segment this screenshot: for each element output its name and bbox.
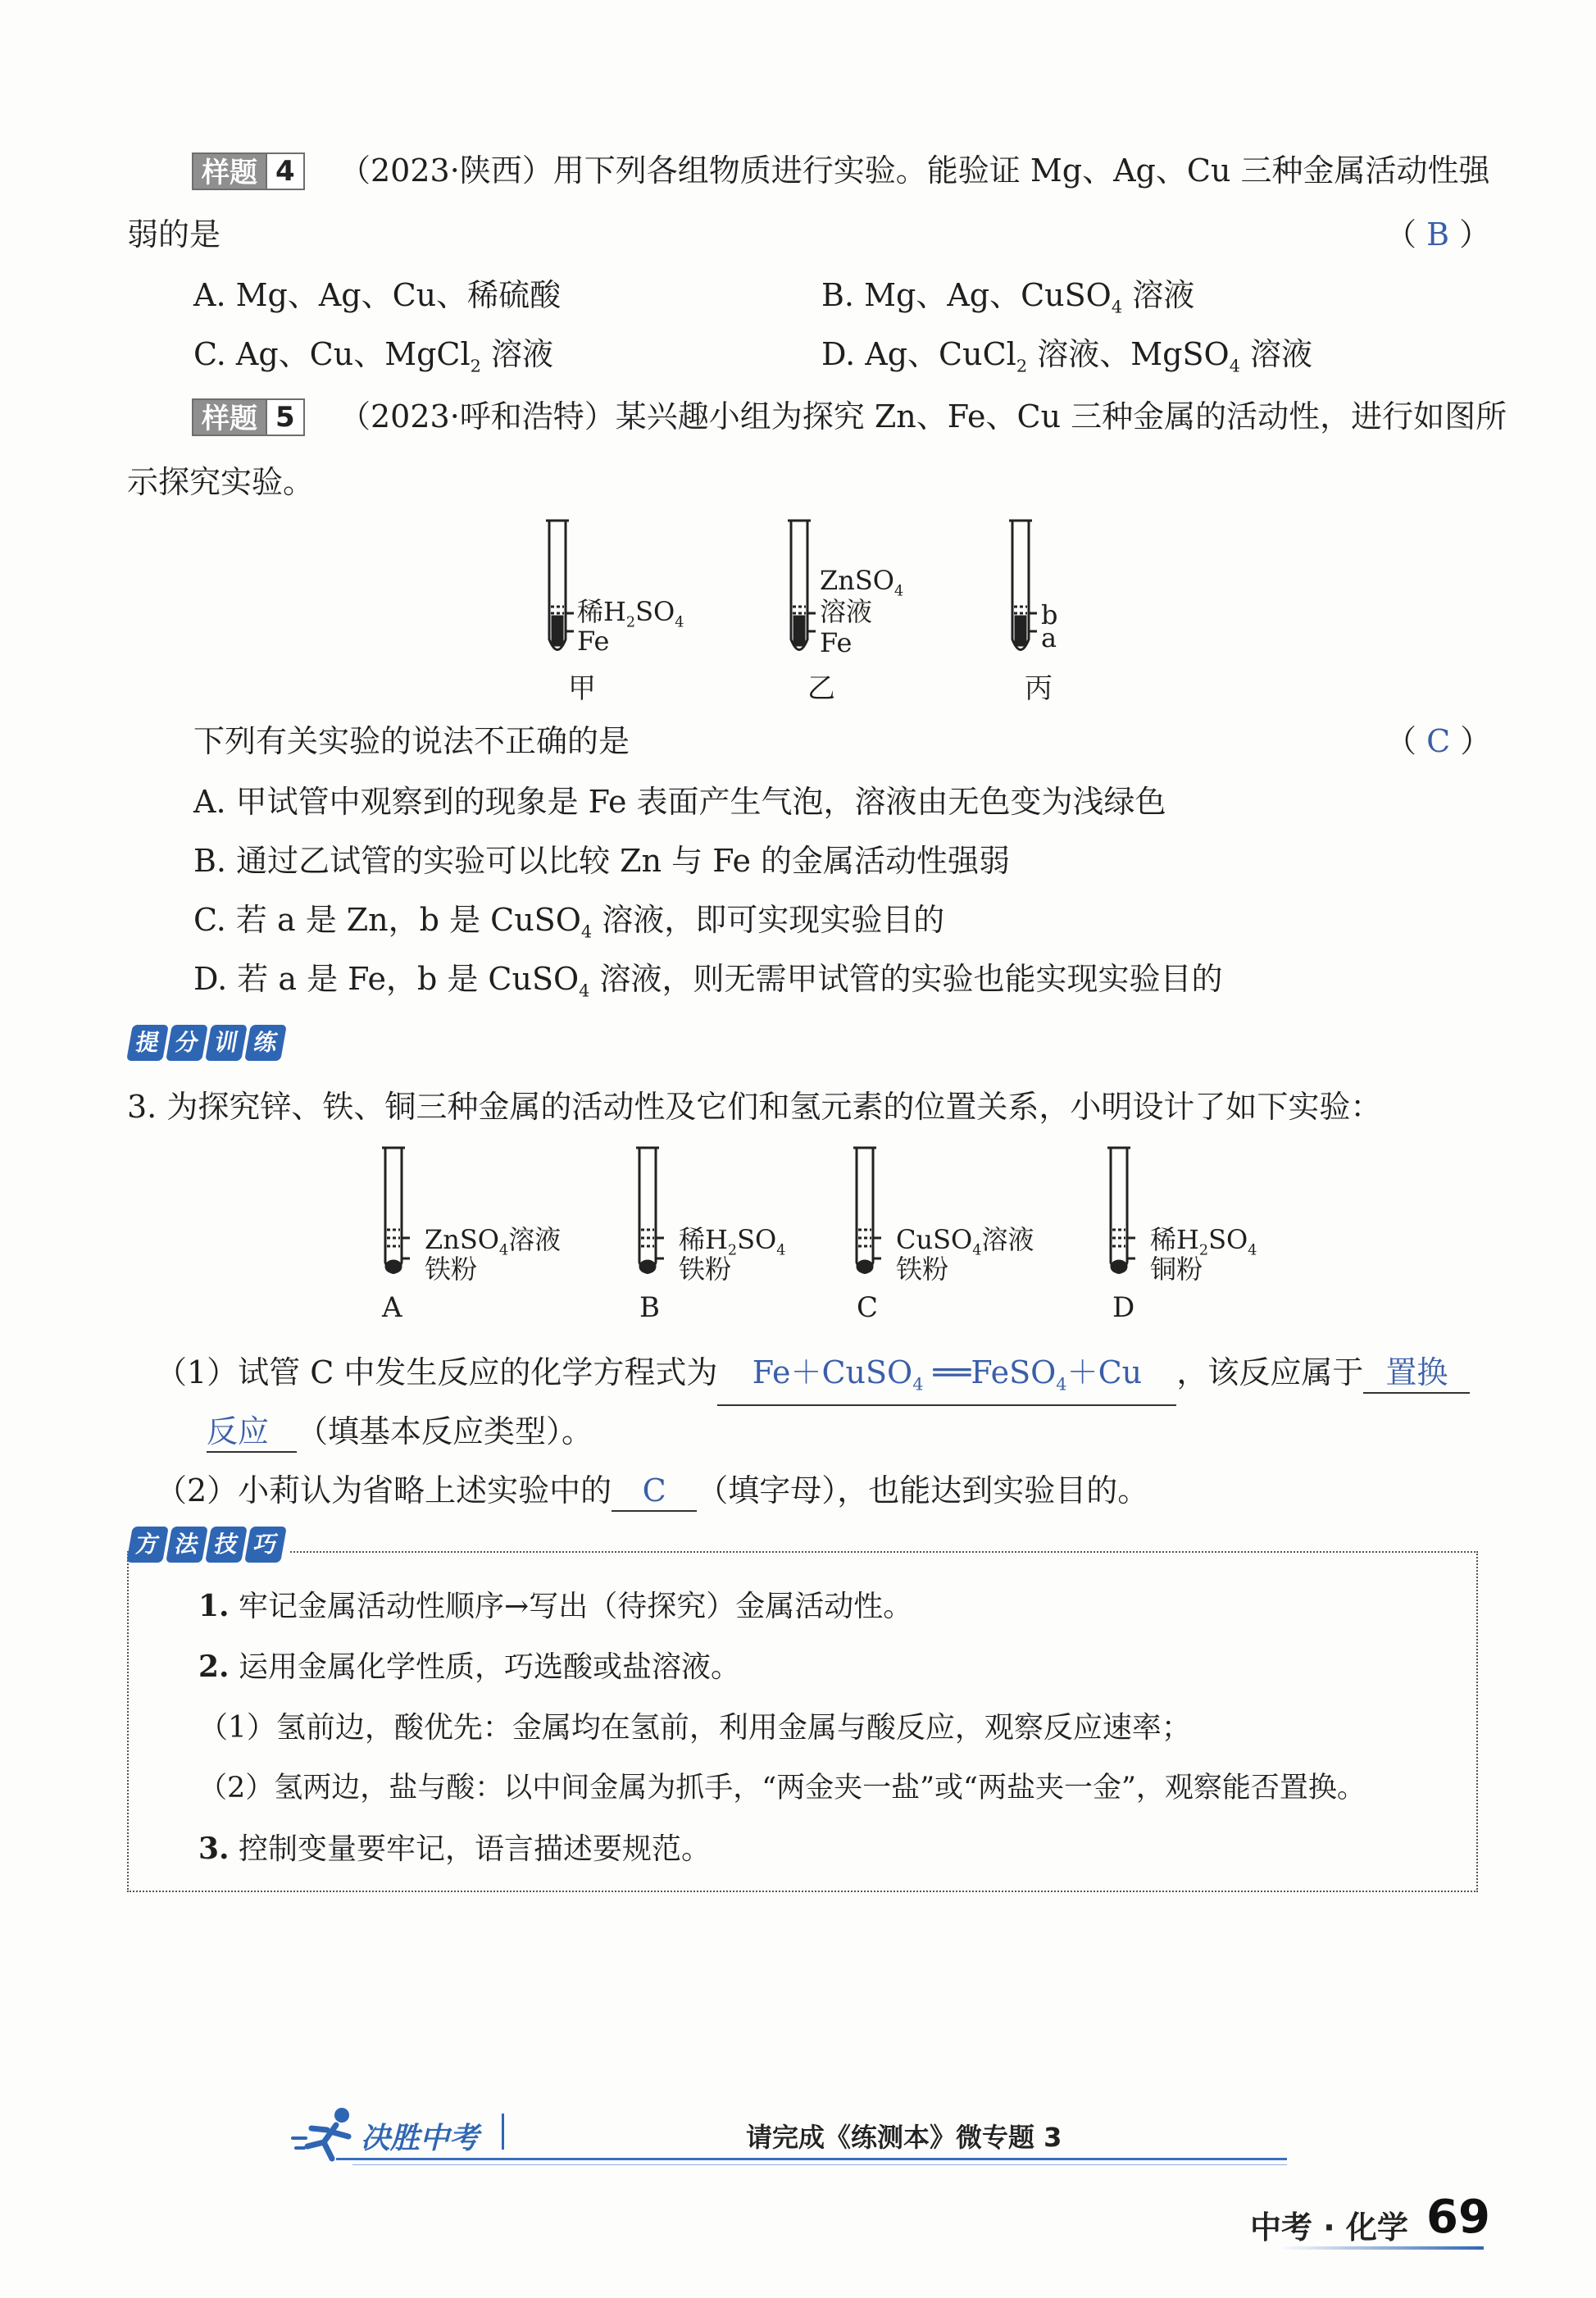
test-tube-yi xyxy=(788,521,816,650)
runner-icon xyxy=(291,2105,365,2163)
footer-subject: 中考 · 化学 xyxy=(1250,2209,1408,2246)
q5-stem-line2: 示探究实验。 xyxy=(127,464,315,500)
sample-tag-5 xyxy=(192,398,305,436)
q4-option-c: C. Ag、Cu、MgCl$_2$ 溶液 xyxy=(193,336,554,376)
q5-stem-line1: （2023·呼和浩特）某兴趣小组为探究 Zn、Fe、Cu 三种金属的活动性，进行如图所 xyxy=(339,398,1507,435)
tube-b-caption: B xyxy=(639,1291,660,1324)
page-number: 69 xyxy=(1426,2191,1490,2244)
q4-answer: B xyxy=(1426,216,1450,253)
banner-char: 方 xyxy=(126,1527,169,1563)
q4-option-b: B. Mg、Ag、CuSO$_4$ 溶液 xyxy=(821,277,1195,317)
footer-rule xyxy=(336,2158,1287,2160)
tube-a-solid-label: 铁粉 xyxy=(425,1254,478,1285)
tube-a-caption: A xyxy=(382,1291,402,1324)
q5-option-b: B. 通过乙试管的实验可以比较 Zn 与 Fe 的金属活动性强弱 xyxy=(193,843,1011,879)
tube-yi-liquid-label-1: ZnSO$_4$ xyxy=(820,565,904,600)
tube-d-solid-label: 铜粉 xyxy=(1150,1254,1203,1285)
q5-option-d: D. 若 a 是 Fe，b 是 CuSO$_4$ 溶液，则无需甲试管的实验也能实现实验目的 xyxy=(193,961,1223,1001)
q3-part1-answer-type-1: 置换 xyxy=(1363,1353,1470,1394)
q4-option-d: D. Ag、CuCl$_2$ 溶液、MgSO$_4$ 溶液 xyxy=(821,336,1313,376)
tube-yi-liquid-label-2: 溶液 xyxy=(820,596,873,627)
q4-stem-line2: 弱的是 xyxy=(127,216,221,253)
banner-char: 法 xyxy=(166,1527,208,1563)
sample-tag-label: 样题 xyxy=(192,398,267,436)
q3-part1-answer-type-2: 反应 xyxy=(207,1412,297,1453)
q4-stem-line1: （2023·陕西）用下列各组物质进行实验。能验证 Mg、Ag、Cu 三种金属活动性强 xyxy=(339,152,1490,189)
test-tube-jia xyxy=(546,521,574,650)
test-tube-b xyxy=(636,1148,664,1273)
footer-rule-thin xyxy=(352,2164,1287,2165)
banner-char: 巧 xyxy=(244,1527,287,1563)
test-tube-c xyxy=(853,1148,881,1273)
footer-brand: 决胜中考 xyxy=(361,2122,480,2155)
sample-tag-4 xyxy=(192,152,305,190)
tube-c-liquid-label: CuSO$_4$溶液 xyxy=(896,1224,1034,1259)
tip-2: 2. 运用金属化学性质，巧选酸或盐溶液。 xyxy=(198,1650,741,1684)
tube-d-caption: D xyxy=(1112,1291,1135,1324)
tip-2-2: （2）氢两边，盐与酸：以中间金属为抓手，“两金夹一盐”或“两盐夹一金”，观察能否置换。 xyxy=(198,1772,1366,1804)
banner-char: 提 xyxy=(126,1025,169,1061)
page-number-underline xyxy=(1279,2246,1484,2250)
sample-tag-label: 样题 xyxy=(192,152,267,190)
sample-tag-number: 5 xyxy=(267,398,305,436)
test-tube-a xyxy=(382,1148,410,1273)
footer-divider xyxy=(502,2114,504,2150)
banner-char: 技 xyxy=(205,1527,248,1563)
q3-stem: 3. 为探究锌、铁、铜三种金属的活动性及它们和氢元素的位置关系，小明设计了如下实验： xyxy=(127,1089,1382,1125)
tip-1: 1. 牢记金属活动性顺序→写出（待探究）金属活动性。 xyxy=(198,1589,913,1623)
q3-part1-answer-equation: Fe＋CuSO$_4$ ══FeSO$_4$＋Cu xyxy=(717,1353,1176,1406)
q3-part2-answer: C xyxy=(612,1471,697,1512)
q4-answer-bracket: （ B ） xyxy=(1385,216,1491,253)
q3-part1-line1: （1）试管 C 中发生反应的化学方程式为 Fe＋CuSO$_4$ ══FeSO$_4$＋Cu ，该反应属于 置换 xyxy=(156,1353,1470,1406)
footer-note: 请完成《练测本》微专题 3 xyxy=(746,2122,1062,2153)
tube-yi-caption: 乙 xyxy=(807,672,835,705)
q5-option-c: C. 若 a 是 Zn，b 是 CuSO$_4$ 溶液，即可实现实验目的 xyxy=(193,902,945,942)
banner-char: 训 xyxy=(205,1025,248,1061)
method-banner xyxy=(130,1527,289,1563)
q3-part2: （2）小莉认为省略上述实验中的 C （填字母），也能达到实验目的。 xyxy=(156,1471,1148,1512)
tip-3: 3. 控制变量要牢记，语言描述要规范。 xyxy=(198,1832,712,1866)
tube-bing-liquid-label: b xyxy=(1041,599,1058,630)
q5-answer-bracket: （ C ） xyxy=(1385,723,1492,759)
tube-c-caption: C xyxy=(857,1291,879,1324)
q5-answer: C xyxy=(1426,723,1451,759)
tube-c-solid-label: 铁粉 xyxy=(896,1254,949,1285)
tip-2-1: （1）氢前边，酸优先：金属均在氢前，利用金属与酸反应，观察反应速率； xyxy=(198,1711,1191,1745)
test-tube-bing xyxy=(1009,521,1037,650)
tube-bing-solid-label: a xyxy=(1041,622,1057,653)
tube-jia-solid-label: Fe xyxy=(577,626,610,657)
q5-question: 下列有关实验的说法不正确的是 xyxy=(193,723,630,759)
tube-b-solid-label: 铁粉 xyxy=(679,1254,732,1285)
training-banner xyxy=(130,1025,284,1061)
tube-b-liquid-label: 稀$H_2SO_4$ xyxy=(679,1224,786,1259)
q5-option-a: A. 甲试管中观察到的现象是 Fe 表面产生气泡，溶液由无色变为浅绿色 xyxy=(193,784,1166,820)
banner-char: 练 xyxy=(244,1025,287,1061)
tube-bing-caption: 丙 xyxy=(1025,672,1053,705)
banner-char: 分 xyxy=(166,1025,208,1061)
tube-d-liquid-label: 稀$H_2SO_4$ xyxy=(1150,1224,1257,1259)
tube-yi-solid-label: Fe xyxy=(820,627,853,658)
q3-test-tubes-diagram xyxy=(373,1144,1275,1291)
tube-jia-caption: 甲 xyxy=(568,672,596,705)
test-tube-d xyxy=(1107,1148,1135,1273)
tube-jia-liquid-label: 稀$H_2SO_4$ xyxy=(577,596,684,631)
q4-option-a: A. Mg、Ag、Cu、稀硫酸 xyxy=(193,277,562,313)
q3-part1-line2: 反应 （填基本反应类型）。 xyxy=(207,1412,593,1453)
sample-tag-number: 4 xyxy=(267,152,305,190)
tube-a-liquid-label: ZnSO$_4$溶液 xyxy=(425,1224,562,1259)
